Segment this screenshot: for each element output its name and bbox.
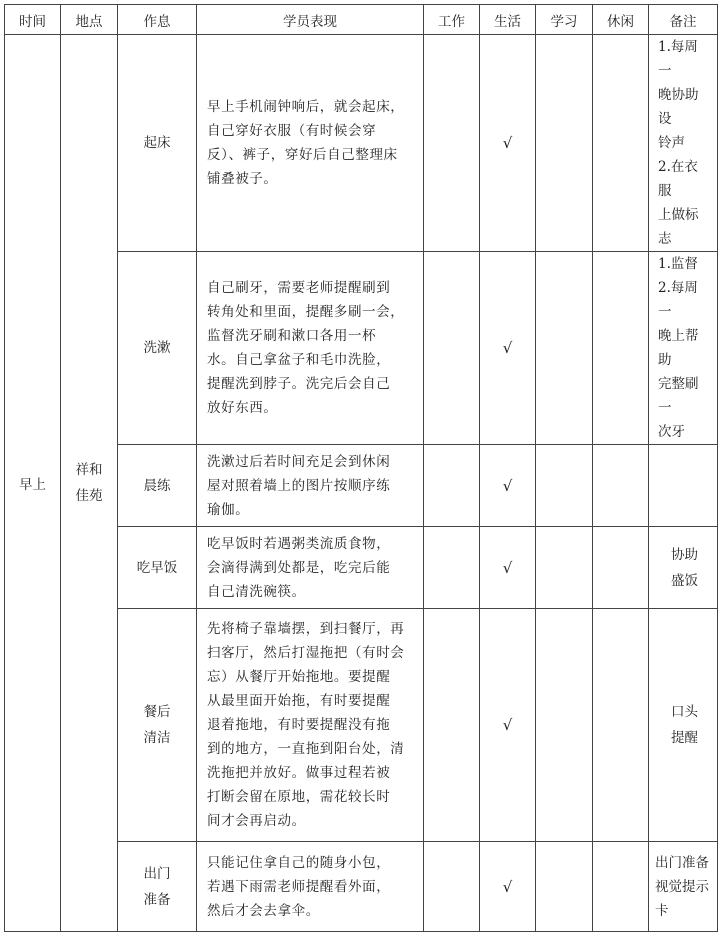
header-row (5, 5, 718, 35)
note-line: 2.每周一 (658, 280, 698, 320)
performance-line: 反）、裤子，穿好后自己整理床 (207, 147, 398, 163)
header-study: 学习 (536, 5, 593, 35)
header-life: 生活 (480, 5, 536, 35)
schedule-table (4, 4, 718, 932)
header-work: 工作 (424, 5, 480, 35)
activity-line: 起床 (143, 135, 171, 151)
note-line: 晚协助设 (658, 87, 699, 127)
performance-line: 铺叠被子。 (207, 171, 278, 187)
header-leisure: 休闲 (593, 5, 649, 35)
note-line: 盛饭 (671, 572, 698, 589)
note-line: 提醒 (671, 730, 698, 746)
life-check: √ (480, 609, 536, 842)
work-cell (424, 252, 480, 445)
activity-line: 晨练 (143, 477, 171, 494)
activity-cell (118, 445, 197, 527)
leisure-cell (593, 842, 649, 932)
activity-cell (118, 252, 197, 445)
performance-line: 屋对照着墙上的图片按顺序练 (207, 477, 391, 494)
performance-line: 自己穿好衣服（有时候会穿 (207, 123, 377, 139)
performance-line: 自己清洗碗筷。 (207, 583, 306, 600)
location-line: 佳苑 (75, 488, 103, 504)
life-check: √ (480, 445, 536, 527)
performance-line: 提醒洗到脖子。洗完后会自己 (207, 376, 391, 392)
header-time: 时间 (5, 5, 61, 35)
performance-line: 瑜伽。 (207, 501, 250, 518)
performance-line: 然后才会去拿伞。 (207, 902, 320, 919)
work-cell (424, 527, 480, 609)
performance-line: 从最里面开始拖，有时要提醒 (207, 693, 391, 709)
note-line: 次牙 (658, 424, 685, 440)
performance-line: 退着拖地，有时要提醒没有拖 (207, 717, 391, 733)
performance-line: 扫客厅，然后打湿拖把（有时会 (207, 645, 405, 661)
note-line: 1.每周一 (658, 39, 698, 79)
note-line: 协助 (671, 546, 698, 563)
life-check: √ (480, 252, 536, 445)
note-line: 口头 (671, 704, 698, 720)
location-line: 祥和 (75, 462, 103, 478)
notes-cell (649, 842, 718, 932)
performance-line: 会滴得满到处都是，吃完后能 (207, 559, 391, 576)
notes-cell (649, 527, 718, 609)
activity-cell (118, 609, 197, 842)
performance-line: 放好东西。 (207, 400, 278, 416)
activity-line: 准备 (143, 891, 171, 908)
notes-cell (649, 35, 718, 252)
header-performance: 学员表现 (197, 5, 424, 35)
performance-line: 到的地方，一直拖到阳台处，清 (207, 741, 405, 757)
performance-line: 吃早饭时若遇粥类流质食物， (207, 535, 391, 552)
activity-cell (118, 842, 197, 932)
note-line: 卡 (655, 902, 669, 919)
activity-cell (118, 527, 197, 609)
work-cell (424, 609, 480, 842)
activity-line: 吃早饭 (136, 559, 178, 576)
performance-line: 若遇下雨需老师提醒看外面， (207, 878, 391, 895)
study-cell (536, 842, 593, 932)
study-cell (536, 445, 593, 527)
note-line: 出门准备 (655, 854, 709, 871)
leisure-cell (593, 445, 649, 527)
performance-cell (197, 842, 424, 932)
performance-cell (197, 35, 424, 252)
activity-line: 出门 (143, 865, 171, 882)
note-line: 1.监督 (658, 256, 698, 272)
life-check: √ (480, 35, 536, 252)
activity-line: 餐后 (143, 704, 171, 720)
activity-line: 清洁 (143, 730, 171, 746)
note-line: 视觉提示 (655, 878, 709, 895)
notes-cell (649, 609, 718, 842)
activity-cell (118, 35, 197, 252)
study-cell (536, 527, 593, 609)
leisure-cell (593, 35, 649, 252)
leisure-cell (593, 527, 649, 609)
performance-line: 水。自己拿盆子和毛巾洗脸， (207, 352, 391, 368)
performance-line: 洗拖把并放好。做事过程若被 (207, 765, 391, 781)
performance-cell (197, 609, 424, 842)
life-check: √ (480, 842, 536, 932)
header-location: 地点 (61, 5, 118, 35)
activity-line: 洗漱 (143, 340, 171, 356)
note-line: 上做标志 (658, 207, 699, 247)
performance-cell (197, 252, 424, 445)
performance-line: 间才会再启动。 (207, 813, 306, 829)
study-cell (536, 35, 593, 252)
header-notes: 备注 (649, 5, 718, 35)
time-cell: 早上 (5, 35, 61, 932)
study-cell (536, 252, 593, 445)
note-line: 2.在衣服 (658, 159, 698, 199)
work-cell (424, 842, 480, 932)
performance-cell (197, 445, 424, 527)
leisure-cell (593, 609, 649, 842)
notes-cell (649, 252, 718, 445)
performance-line: 早上手机闹钟响后，就会起床， (207, 99, 405, 115)
work-cell (424, 35, 480, 252)
performance-line: 忘）从餐厅开始拖地。要提醒 (207, 669, 391, 685)
performance-line: 打断会留在原地，需花较长时 (207, 789, 391, 805)
note-line: 晚上帮助 (658, 328, 699, 368)
life-check: √ (480, 527, 536, 609)
study-cell (536, 609, 593, 842)
performance-line: 监督洗牙刷和漱口各用一杯 (207, 328, 377, 344)
performance-line: 只能记住拿自己的随身小包， (207, 854, 391, 871)
performance-line: 转角处和里面，提醒多刷一会， (207, 304, 405, 320)
location-cell (61, 35, 118, 932)
performance-line: 洗漱过后若时间充足会到休闲 (207, 453, 391, 470)
header-activity: 作息 (118, 5, 197, 35)
note-line: 铃声 (658, 135, 685, 151)
performance-line: 自己刷牙，需要老师提醒刷到 (207, 280, 391, 296)
note-line: 完整刷一 (658, 376, 699, 416)
notes-cell (649, 445, 718, 527)
performance-line: 先将椅子靠墙摆，到扫餐厅，再 (207, 621, 405, 637)
table-row (5, 35, 718, 252)
leisure-cell (593, 252, 649, 445)
performance-cell (197, 527, 424, 609)
work-cell (424, 445, 480, 527)
